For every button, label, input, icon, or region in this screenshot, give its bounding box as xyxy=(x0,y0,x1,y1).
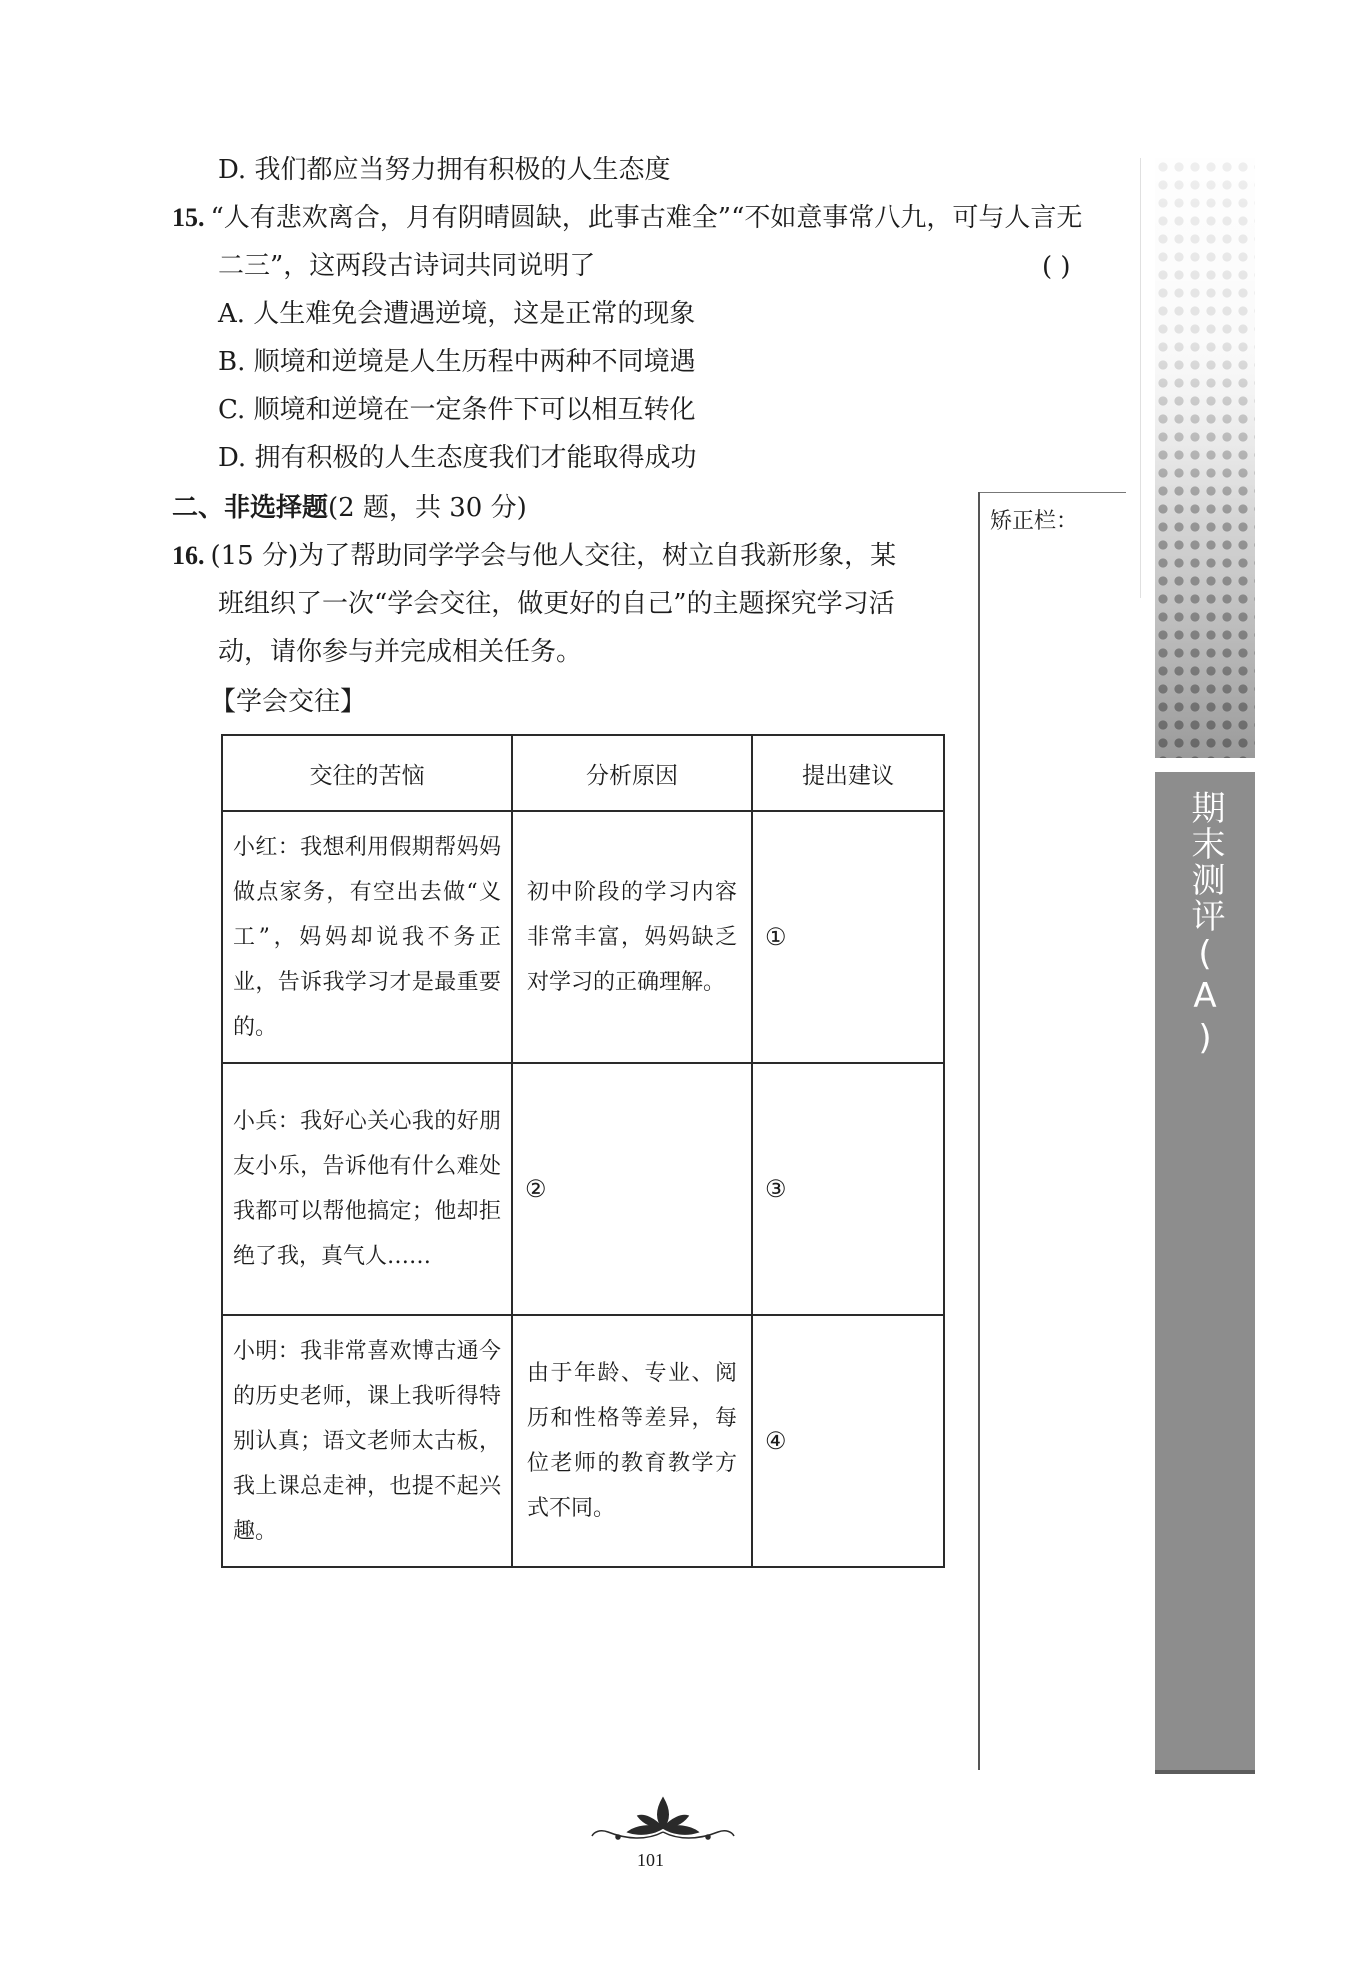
side-label-panel xyxy=(1155,772,1255,1774)
q16-subtitle: 【学会交往】 xyxy=(210,687,367,717)
q15-answer-paren: ( ) xyxy=(1042,252,1071,282)
table-header-row xyxy=(222,735,944,811)
cause-blank-2[interactable]: ② xyxy=(512,1063,752,1315)
q15-number: 15. xyxy=(172,203,205,232)
trouble-cell: 小兵：我好心关心我的好朋友小乐，告诉他有什么难处我都可以帮他搞定；他却拒绝了我，真气人…… xyxy=(222,1063,512,1315)
header-advice: 提出建议 xyxy=(752,735,944,811)
correction-divider xyxy=(978,492,980,1770)
q15-option-d: D. 拥有积极的人生态度我们才能取得成功 xyxy=(218,443,697,473)
table-row xyxy=(222,1063,944,1315)
side-hairline xyxy=(1140,158,1141,598)
q15-stem-line2: 二三”，这两段古诗词共同说明了 xyxy=(218,251,596,281)
leaf-ornament-icon xyxy=(588,1788,738,1848)
q16-text1: (15 分)为了帮助同学学会与他人交往，树立自我新形象，某 xyxy=(210,541,897,571)
q16-line1 xyxy=(172,536,896,576)
correction-top-rule xyxy=(978,492,1126,493)
correction-label: 矫正栏： xyxy=(990,509,1079,534)
q16-line2: 班组织了一次“学会交往，做更好的自己”的主题探究学习活 xyxy=(218,589,895,619)
side-tab xyxy=(1155,158,1255,1770)
table-row xyxy=(222,811,944,1063)
section2-header xyxy=(172,488,527,528)
q15-stem-line1 xyxy=(172,198,1082,238)
communication-table xyxy=(221,734,945,1568)
trouble-cell: 小红：我想利用假期帮妈妈做点家务，有空出去做“义工”，妈妈却说我不务正业，告诉我学习才是最重要的。 xyxy=(222,811,512,1063)
cause-cell: 初中阶段的学习内容非常丰富，妈妈缺乏对学习的正确理解。 xyxy=(512,811,752,1063)
side-gap xyxy=(1155,758,1255,772)
q15-option-b: B. 顺境和逆境是人生历程中两种不同境遇 xyxy=(218,347,696,377)
side-halftone-fade xyxy=(1155,158,1255,758)
side-tab-label: 期末测评(A) xyxy=(1185,790,1225,1060)
q16-line3: 动，请你参与并完成相关任务。 xyxy=(218,637,583,667)
section2-meta: (2 题，共 30 分) xyxy=(328,493,527,523)
page-number: 101 xyxy=(637,1850,664,1870)
q14-option-d: D. 我们都应当努力拥有积极的人生态度 xyxy=(218,155,671,185)
q15-option-c: C. 顺境和逆境在一定条件下可以相互转化 xyxy=(218,395,696,425)
header-trouble: 交往的苦恼 xyxy=(222,735,512,811)
section2-title: 二、非选择题 xyxy=(172,493,329,523)
cause-cell: 由于年龄、专业、阅历和性格等差异，每位老师的教育教学方式不同。 xyxy=(512,1315,752,1567)
advice-blank-4[interactable]: ④ xyxy=(752,1315,944,1567)
trouble-cell: 小明：我非常喜欢博古通今的历史老师，课上我听得特别认真；语文老师太古板，我上课总走神，也提不起兴趣。 xyxy=(222,1315,512,1567)
q15-option-a: A. 人生难免会遭遇逆境，这是正常的现象 xyxy=(218,299,696,329)
table-row xyxy=(222,1315,944,1567)
header-cause: 分析原因 xyxy=(512,735,752,811)
q16-number: 16. xyxy=(172,541,205,570)
advice-blank-1[interactable]: ① xyxy=(752,811,944,1063)
advice-blank-3[interactable]: ③ xyxy=(752,1063,944,1315)
q15-stem-text1: “人有悲欢离合，月有阴晴圆缺，此事古难全”“不如意事常八九，可与人言无 xyxy=(210,203,1083,233)
